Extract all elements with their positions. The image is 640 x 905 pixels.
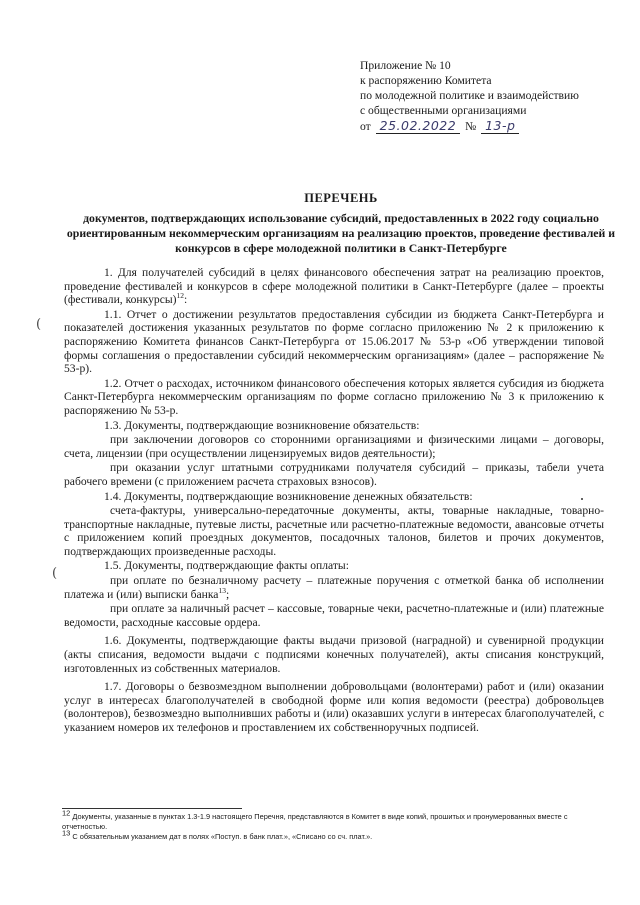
footnote-ref: 13 (218, 585, 226, 595)
paragraph-1-2: 1.2. Отчет о расходах, источником финансового обеспечения которых является субсидия из бюджета Санкт-Петербурга некоммерческим организациям по форме согласно приложению № 3 к приложению к распоряжению № 53-р. (64, 376, 604, 417)
appendix-header (360, 58, 620, 134)
margin-bracket-mark: ( (36, 317, 42, 332)
footnote-12: $^{12}$ Документы, указанные в пунктах 1.3-1.9 настоящего Перечня, представляются в Комитет в виде копий, прошитых и пронумерованных вместе с отчетностью. (62, 808, 568, 831)
handwritten-number: 13-р (481, 118, 519, 134)
appendix-committee-cont: с общественными организациями (360, 104, 527, 117)
paragraph-1-3-staff: при оказании услуг штатными сотрудниками получателя субсидий – приказы, табели учета рабочего времени (с приложением расчета страховых взносов). (64, 461, 604, 488)
paragraph-1-4-list: счета-фактуры, универсально-передаточные документы, акты, товарные накладные, товарно-транспортные накладные, путевые листы, расчетные или расчетно-платежные ведомости, авансовые отчеты с приложением копий проездных документов, посадочных талонов, билетов и прочих документов, подтверждающих произведенные расходы. (64, 504, 604, 558)
paragraph-1-5-cash: при оплате за наличный расчет – кассовые, товарные чеки, расчетно-платежные и (или) платежные ведомости, расходные кассовые ордера. (64, 602, 604, 629)
paragraph-1-5: 1.5. Документы, подтверждающие факты оплаты: (104, 559, 349, 573)
footnote-ref: 12 (176, 291, 184, 301)
appendix-order-ref: к распоряжению Комитета (360, 74, 492, 87)
footnotes (62, 808, 602, 842)
document-title: ПЕРЕЧЕНЬ (304, 191, 378, 205)
paragraph-1-6: 1.6. Документы, подтверждающие факты выдачи призовой (наградной) и сувенирной продукции (акты списания, ведомости выдачи с подписями конечных получателей), акты списания конструкций, изготовленных из собственных материалов. (64, 634, 604, 675)
footnote-13: $^{13}$ С обязательным указанием дат в полях «Поступ. в банк плат.», «Списано со сч. плат.». (62, 828, 373, 841)
appendix-committee: по молодежной политике и взаимодействию (360, 89, 579, 102)
date-prefix: от (360, 120, 371, 133)
paragraph-1-3-contracts: при заключении договоров со сторонними организациями и физическими лицами – договоры, счета, лицензии (при осуществлении лицензируемых видов деятельности); (64, 433, 604, 460)
appendix-date-line (360, 118, 620, 134)
document-title-block (60, 191, 622, 256)
paragraph-1-7: 1.7. Договоры о безвозмездном выполнении добровольцами (волонтерами) работ и (или) оказании услуг в интересах благополучателей в свободной форме или копия ведомости (реестра) добровольцев (волонтеров), безвозмездно выполнивших работы и (или) оказавших услуги в интересах благополучателей, с указанием номеров их телефонов и проставлением их собственноручных подписей. (64, 680, 604, 734)
paragraph-1-1: 1.1. Отчет о достижении результатов предоставления субсидии из бюджета Санкт-Петербурга и показателей достижения указанных результатов по форме согласно приложению № 2 к приложению к распоряжению Комитета финансов Санкт-Петербурга от 15.06.2017 № 53-р «Об утверждении типовой формы соглашения о предоставлении субсидий некоммерческим организациям» (далее – распоряжение № 53-р). (64, 307, 604, 376)
document-subtitle: документов, подтверждающих использование субсидий, предоставленных в 2022 году социально ориентированным некоммерческим организациям на реализацию проектов, проведение фестивалей и конкурсов в сфере молодежной политики в Санкт-Петербурге (66, 211, 616, 255)
document-body (64, 266, 604, 736)
handwritten-date: 25.02.2022 (376, 118, 461, 134)
margin-bracket-mark: ( (52, 566, 58, 581)
paragraph-1-3: 1.3. Документы, подтверждающие возникновение обязательств: (104, 418, 420, 432)
paragraph-1-5-cashless: при оплате по безналичному расчету – платежные поручения с отметкой банка об исполнении платежа и (или) выписки банка$^{13}$; (64, 574, 604, 601)
paragraph-1: 1. Для получателей субсидий в целях финансового обеспечения затрат на реализацию проектов, проведение фестивалей и конкурсов в сфере молодежной политики в Санкт-Петербурге (далее – проекты (фестивали, конкурсы)$^{12}$: (64, 266, 604, 307)
footnote-divider (62, 808, 242, 809)
appendix-number: Приложение № 10 (360, 59, 451, 72)
number-prefix: № (465, 120, 477, 133)
paragraph-1-4: 1.4. Документы, подтверждающие возникновение денежных обязательств: (104, 489, 473, 503)
